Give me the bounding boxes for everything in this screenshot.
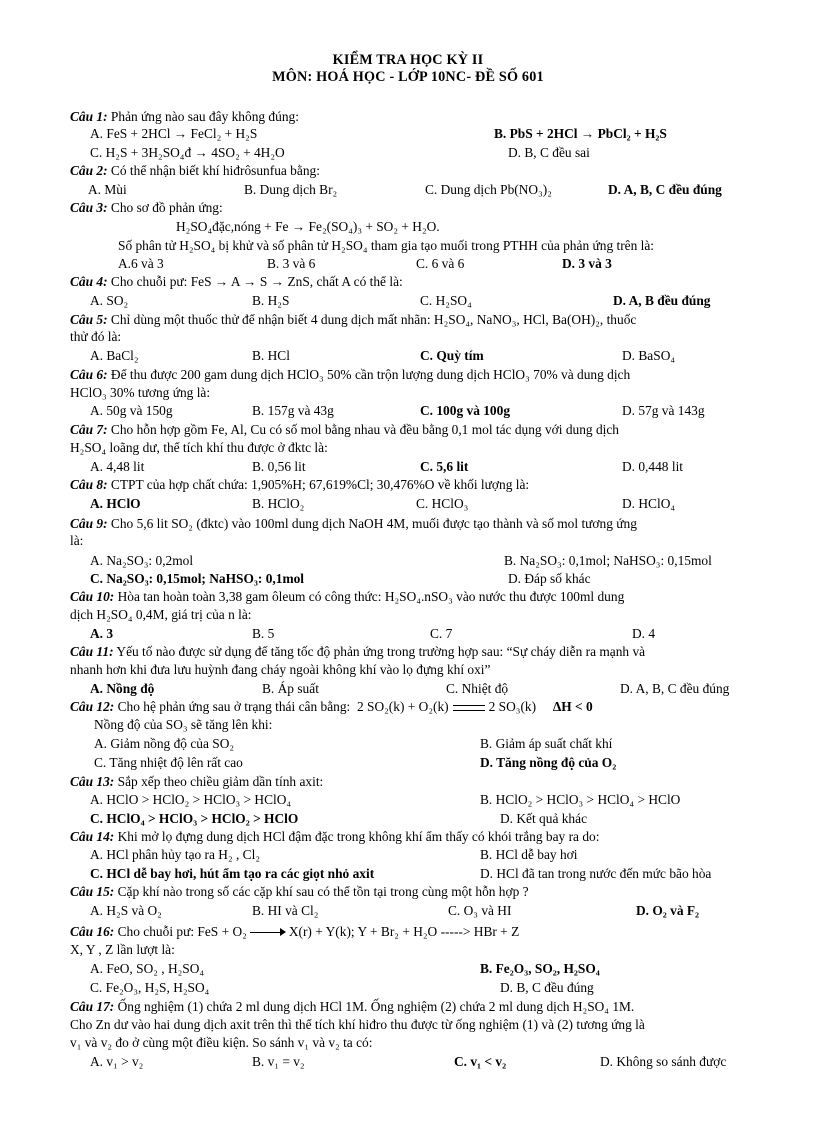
- question-label: Câu 7:: [70, 422, 108, 437]
- q12-eq-right: 2 SO₃(k): [488, 699, 537, 714]
- q3-option-a: A.6 và 3: [118, 256, 164, 271]
- question-8: [70, 477, 788, 494]
- q8-option-b: B. HClO₂: [252, 496, 305, 511]
- q4-option-b: B. H₂S: [252, 293, 290, 308]
- q7-option-d: D. 0,448 lit: [622, 459, 684, 474]
- q16-option-b: B. Fe₂O₃, SO₂, H₂SO₄: [480, 961, 600, 976]
- q1-option-b: B. PbS + 2HCl → PbCl₂ + H₂S: [494, 126, 667, 141]
- q6-option-a: A. 50g và 150g: [90, 403, 173, 418]
- q14-option-a: A. HCl phân hủy tạo ra H₂ , Cl₂: [90, 847, 261, 862]
- q3-option-d: D. 3 và 3: [562, 256, 612, 271]
- q17-option-b: B. v₁ = v₂: [252, 1054, 305, 1069]
- q12-subquestion: Nồng độ của SO₃ sẽ tăng lên khi:: [94, 717, 273, 732]
- q11-option-c: C. Nhiệt độ: [446, 681, 509, 696]
- q17-option-c: C. v₁ < v₂: [454, 1054, 507, 1069]
- q1-option-a: A. FeS + 2HCl → FeCl₂ + H₂S: [90, 126, 258, 141]
- question-text: Cho chuỗi pư: FeS → A → S → ZnS, chất A có thể là:: [107, 274, 403, 289]
- q6-option-c: C. 100g và 100g: [420, 403, 511, 418]
- q11-option-d: D. A, B, C đều đúng: [620, 681, 730, 696]
- question-label: Câu 3:: [70, 200, 108, 215]
- q2-option-a: A. Mùi: [88, 182, 127, 197]
- question-label: Câu 15:: [70, 884, 115, 899]
- q6-option-d: D. 57g và 143g: [622, 403, 705, 418]
- question-17: [70, 999, 788, 1016]
- question-9: [70, 516, 788, 533]
- q12-option-c: C. Tăng nhiệt độ lên rất cao: [94, 755, 243, 770]
- question-14: [70, 829, 788, 846]
- q15-option-a: A. H₂S và O₂: [90, 903, 162, 918]
- q2-option-c: C. Dung dịch Pb(NO₃)₂: [425, 182, 552, 197]
- q13-option-b: B. HClO₂ > HClO₃ > HClO₄ > HClO: [480, 792, 681, 807]
- q1-option-d: D. B, C đều sai: [508, 145, 590, 160]
- question-16: [70, 924, 788, 941]
- question-text: Cho sơ đồ phản ứng:: [107, 200, 223, 215]
- q16-option-a: A. FeO, SO₂ , H₂SO₄: [90, 961, 205, 976]
- q17-option-d: D. Không so sánh được: [600, 1054, 727, 1069]
- question-text: Phản ứng nào sau đây không đúng:: [107, 109, 299, 124]
- question-10-cont: dịch H₂SO₄ 0,4M, giá trị của n là:: [70, 607, 252, 622]
- question-text-mid: X(r) + Y(k); Y + Br₂ + H₂O -----> HBr + Z: [288, 924, 520, 939]
- question-text: Cho hỗn hợp gồm Fe, Al, Cu có số mol bằng nhau và đều bằng 0,1 mol tác dụng với dung dịch: [107, 422, 620, 437]
- q15-option-c: C. O₃ và HI: [448, 903, 512, 918]
- q5-option-d: D. BaSO₄: [622, 348, 676, 363]
- q6-option-b: B. 157g và 43g: [252, 403, 334, 418]
- q4-option-d: D. A, B đều đúng: [613, 293, 711, 308]
- question-text: Cho 5,6 lit SO₂ (đktc) vào 100ml dung dịch NaOH 4M, muối được tạo thành và số mol tương ứng: [107, 516, 637, 531]
- q5-option-c: C. Quỳ tím: [420, 348, 484, 363]
- question-text: Hòa tan hoàn toàn 3,38 gam ôleum có công thức: H₂SO₄.nSO₃ vào nước thu được 100ml dung: [114, 589, 625, 604]
- question-text: Yếu tố nào được sử dụng để tăng tốc độ phản ứng trong trường hợp sau: “Sự cháy diễn ra mạnh và: [113, 644, 646, 659]
- q15-option-d: D. O₂ và F₂: [636, 903, 700, 918]
- q12-option-b: B. Giảm áp suất chất khí: [480, 736, 613, 751]
- q12-enthalpy: ΔH < 0: [552, 699, 593, 714]
- q7-option-b: B. 0,56 lit: [252, 459, 306, 474]
- q16-option-d: D. B, C đều đúng: [500, 980, 594, 995]
- question-text: Cho chuỗi pư: FeS + O₂: [114, 924, 247, 939]
- question-6: [70, 367, 788, 384]
- q5-option-a: A. BaCl₂: [90, 348, 139, 363]
- question-label: Câu 2:: [70, 163, 108, 178]
- question-label: Câu 9:: [70, 516, 108, 531]
- question-label: Câu 1:: [70, 109, 108, 124]
- q12-option-a: A. Giảm nồng độ của SO₂: [94, 736, 235, 751]
- question-text: Để thu được 200 gam dung dịch HClO₃ 50% cần trộn lượng dung dịch HClO₃ 70% và dung dịch: [107, 367, 631, 382]
- question-label: Câu 11:: [70, 644, 114, 659]
- question-2: [70, 163, 788, 180]
- question-17-cont2: v₁ và v₂ đo ở cùng một điều kiện. So sánh v₁ và v₂ ta có:: [70, 1035, 373, 1050]
- question-16-cont: X, Y , Z lần lượt là:: [70, 942, 175, 957]
- question-text: Cho hệ phản ứng sau ở trạng thái cân bằng:: [114, 699, 351, 714]
- q2-option-d: D. A, B, C đều đúng: [608, 182, 722, 197]
- q14-option-b: B. HCl dễ bay hơi: [480, 847, 578, 862]
- q10-option-d: D. 4: [632, 626, 656, 641]
- question-7-cont: H₂SO₄ loãng dư, thể tích khí thu được ở đktc là:: [70, 440, 328, 455]
- question-6-cont: HClO₃ 30% tương ứng là:: [70, 385, 211, 400]
- question-text: Sắp xếp theo chiều giảm dần tính axit:: [114, 774, 324, 789]
- question-1: [70, 109, 788, 126]
- q13-option-a: A. HClO > HClO₂ > HClO₃ > HClO₄: [90, 792, 292, 807]
- q3-option-c: C. 6 và 6: [416, 256, 465, 271]
- q9-option-b: B. Na₂SO₃: 0,1mol; NaHSO₃: 0,15mol: [504, 553, 712, 568]
- question-label: Câu 8:: [70, 477, 108, 492]
- question-9-cont: là:: [70, 533, 84, 548]
- q5-option-b: B. HCl: [252, 348, 290, 363]
- question-text: Ống nghiệm (1) chứa 2 ml dung dịch HCl 1M. Ống nghiệm (2) chứa 2 ml dung dịch H₂SO₄ 1M.: [114, 999, 635, 1014]
- q9-option-d: D. Đáp số khác: [508, 571, 591, 586]
- exam-subject: MÔN: HOÁ HỌC - LỚP 10NC- ĐỀ SỐ 601: [272, 69, 544, 85]
- question-label: Câu 17:: [70, 999, 115, 1014]
- question-11-cont: nhanh hơn khi đưa lưu huỳnh đang cháy ngoài không khí vào lọ đựng khí oxi”: [70, 662, 491, 677]
- q14-option-d: D. HCl đã tan trong nước đến mức bão hòa: [480, 866, 712, 881]
- question-label: Câu 6:: [70, 367, 108, 382]
- question-5: [70, 312, 788, 329]
- q15-option-b: B. HI và Cl₂: [252, 903, 319, 918]
- q3-option-b: B. 3 và 6: [267, 256, 316, 271]
- question-10: [70, 589, 788, 606]
- question-label: Câu 5:: [70, 312, 108, 327]
- question-text: Cặp khí nào trong số các cặp khí sau có thể tồn tại trong cùng một hỗn hợp ?: [114, 884, 529, 899]
- q12-eq-left: 2 SO₂(k) + O₂(k): [356, 699, 449, 714]
- q11-option-b: B. Áp suất: [262, 681, 319, 696]
- question-13: [70, 774, 788, 791]
- question-label: Câu 14:: [70, 829, 115, 844]
- question-15: [70, 884, 788, 901]
- question-label: Câu 13:: [70, 774, 115, 789]
- q7-option-a: A. 4,48 lit: [90, 459, 145, 474]
- question-text: Khi mở lọ đựng dung dịch HCl đậm đặc trong không khí ẩm thấy có khói trắng bay ra do:: [114, 829, 600, 844]
- question-11: [70, 644, 788, 661]
- question-4: [70, 274, 788, 291]
- q4-option-a: A. SO₂: [90, 293, 129, 308]
- q10-option-a: A. 3: [90, 626, 114, 641]
- q7-option-c: C. 5,6 lit: [420, 459, 469, 474]
- question-5-cont: thử đó là:: [70, 329, 122, 344]
- q10-option-b: B. 5: [252, 626, 275, 641]
- question-label: Câu 12:: [70, 699, 115, 714]
- question-label: Câu 10:: [70, 589, 115, 604]
- q10-option-c: C. 7: [430, 626, 453, 641]
- q8-option-c: C. HClO₃: [416, 496, 469, 511]
- q8-option-a: A. HClO: [90, 496, 141, 511]
- q3-subquestion: Số phân tử H₂SO₄ bị khử và số phân tử H₂SO₄ tham gia tạo muối trong PTHH của phản ứng trên là:: [118, 238, 655, 253]
- equilibrium-arrow-icon: [453, 703, 485, 713]
- q13-option-c: C. HClO₄ > HClO₃ > HClO₂ > HClO: [90, 811, 299, 826]
- q2-option-b: B. Dung dịch Br₂: [244, 182, 338, 197]
- question-text: CTPT của hợp chất chứa: 1,905%H; 67,619%Cl; 30,476%O về khối lượng là:: [107, 477, 530, 492]
- question-text: Chỉ dùng một thuốc thử để nhận biết 4 dung dịch mất nhãn: H₂SO₄, NaNO₃, HCl, Ba(OH)₂, thuốc: [107, 312, 637, 327]
- question-17-cont: Cho Zn dư vào hai dung dịch axit trên thì thể tích khí hiđro thu được từ ống nghiệm (1) và (2) tương ứng là: [70, 1017, 645, 1032]
- question-7: [70, 422, 788, 439]
- exam-title: KIỂM TRA HỌC KỲ II: [332, 52, 484, 68]
- q3-reaction-equation: H₂SO₄đặc,nóng + Fe → Fe₂(SO₄)₃ + SO₂ + H₂O.: [176, 219, 440, 234]
- q14-option-c: C. HCl dễ bay hơi, hút ẩm tạo ra các giọt nhỏ axit: [90, 866, 375, 881]
- q17-option-a: A. v₁ > v₂: [90, 1054, 144, 1069]
- q9-option-a: A. Na₂SO₃: 0,2mol: [90, 553, 194, 568]
- q8-option-d: D. HClO₄: [622, 496, 676, 511]
- q1-option-c: C. H₂S + 3H₂SO₄đ → 4SO₂ + 4H₂O: [90, 145, 285, 160]
- q12-option-d: D. Tăng nồng độ của O₂: [480, 755, 617, 770]
- q16-option-c: C. Fe₂O₃, H₂S, H₂SO₄: [90, 980, 210, 995]
- q4-option-c: C. H₂SO₄: [420, 293, 472, 308]
- q9-option-c: C. Na₂SO₃: 0,15mol; NaHSO₃: 0,1mol: [90, 571, 305, 586]
- question-12: [70, 699, 788, 716]
- question-text: Có thể nhận biết khí hiđrôsunfua bằng:: [107, 163, 320, 178]
- q11-option-a: A. Nồng độ: [90, 681, 155, 696]
- heat-arrow-icon: [250, 928, 286, 938]
- question-label: Câu 4:: [70, 274, 108, 289]
- q13-option-d: D. Kết quả khác: [500, 811, 588, 826]
- question-label: Câu 16:: [70, 924, 115, 939]
- question-3: [70, 200, 788, 217]
